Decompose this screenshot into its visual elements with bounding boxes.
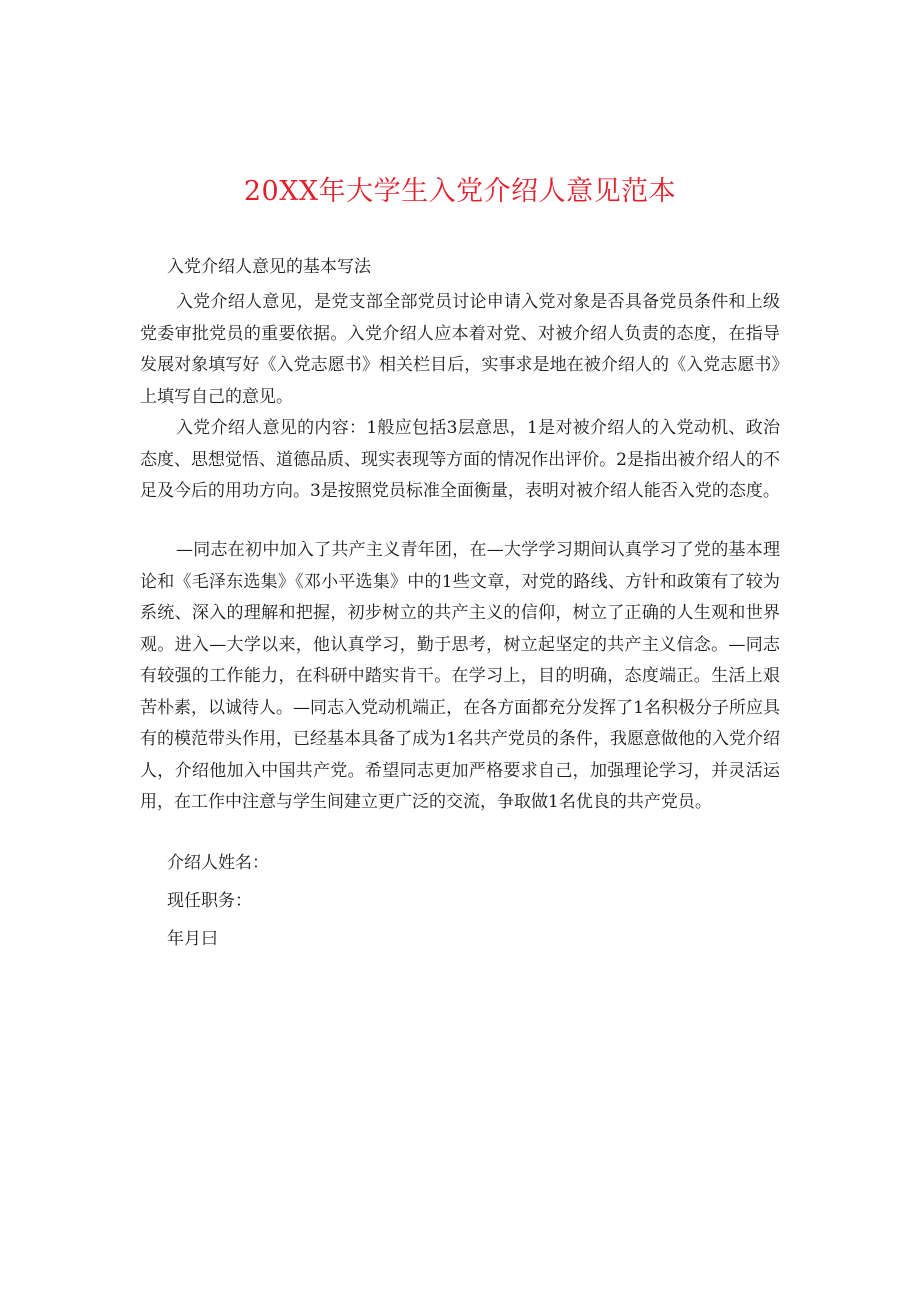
section-heading: 入党介绍人意见的基本写法 <box>167 257 371 277</box>
current-position-field: 现任职务： <box>167 891 252 911</box>
introducer-name-field: 介绍人姓名： <box>167 853 269 873</box>
date-field: 年月曰 <box>167 929 218 949</box>
paragraph-content: 入党介绍人意见的内容：1般应包括3层意思，1是对被介绍人的入党动机、政治态度、思想觉悟、道德品质、现实表现等方面的情况作出评价。2是指出被介绍人的不足及今后的用功方向。3是按照党员标准全面衡量，表明对被介绍人能否入党的态度。 <box>140 418 780 501</box>
document-title: 20XX年大学生入党介绍人意见范本 <box>243 176 677 207</box>
paragraph-basis: 入党介绍人意见，是党支部全部党员讨论申请入党对象是否具备党员条件和上级党委审批党员的重要依据。入党介绍人应本着对党、对被介绍人负责的态度，在指导发展对象填写好《入党志愿书》相关栏目后，实事求是地在被介绍人的《入党志愿书》上填写自己的意见。 <box>140 292 780 407</box>
paragraph-sample-opinion: —同志在初中加入了共产主义青年团，在—大学学习期间认真学习了党的基本理论和《毛泽东选集》《邓小平选集》中的1些文章，对党的路线、方针和政策有了较为系统、深入的理解和把握，初步树立的共产主义的信仰，树立了正确的人生观和世界观。进入—大学以来，他认真学习，勤于思考，树立起坚定的共产主义信念。—同志有较强的工作能力，在科研中踏实肯干。在学习上，目的明确，态度端正。生活上艰苦朴素，以诚待人。—同志入党动机端正，在各方面都充分发挥了1名积极分子所应具有的模范带头作用，已经基本具备了成为1名共产党员的条件，我愿意做他的入党介绍人，介绍他加入中国共产党。希望同志更加严格要求自己，加强理论学习，并灵活运用，在工作中注意与学生间建立更广泛的交流，争取做1名优良的共产党员。 <box>140 540 780 812</box>
